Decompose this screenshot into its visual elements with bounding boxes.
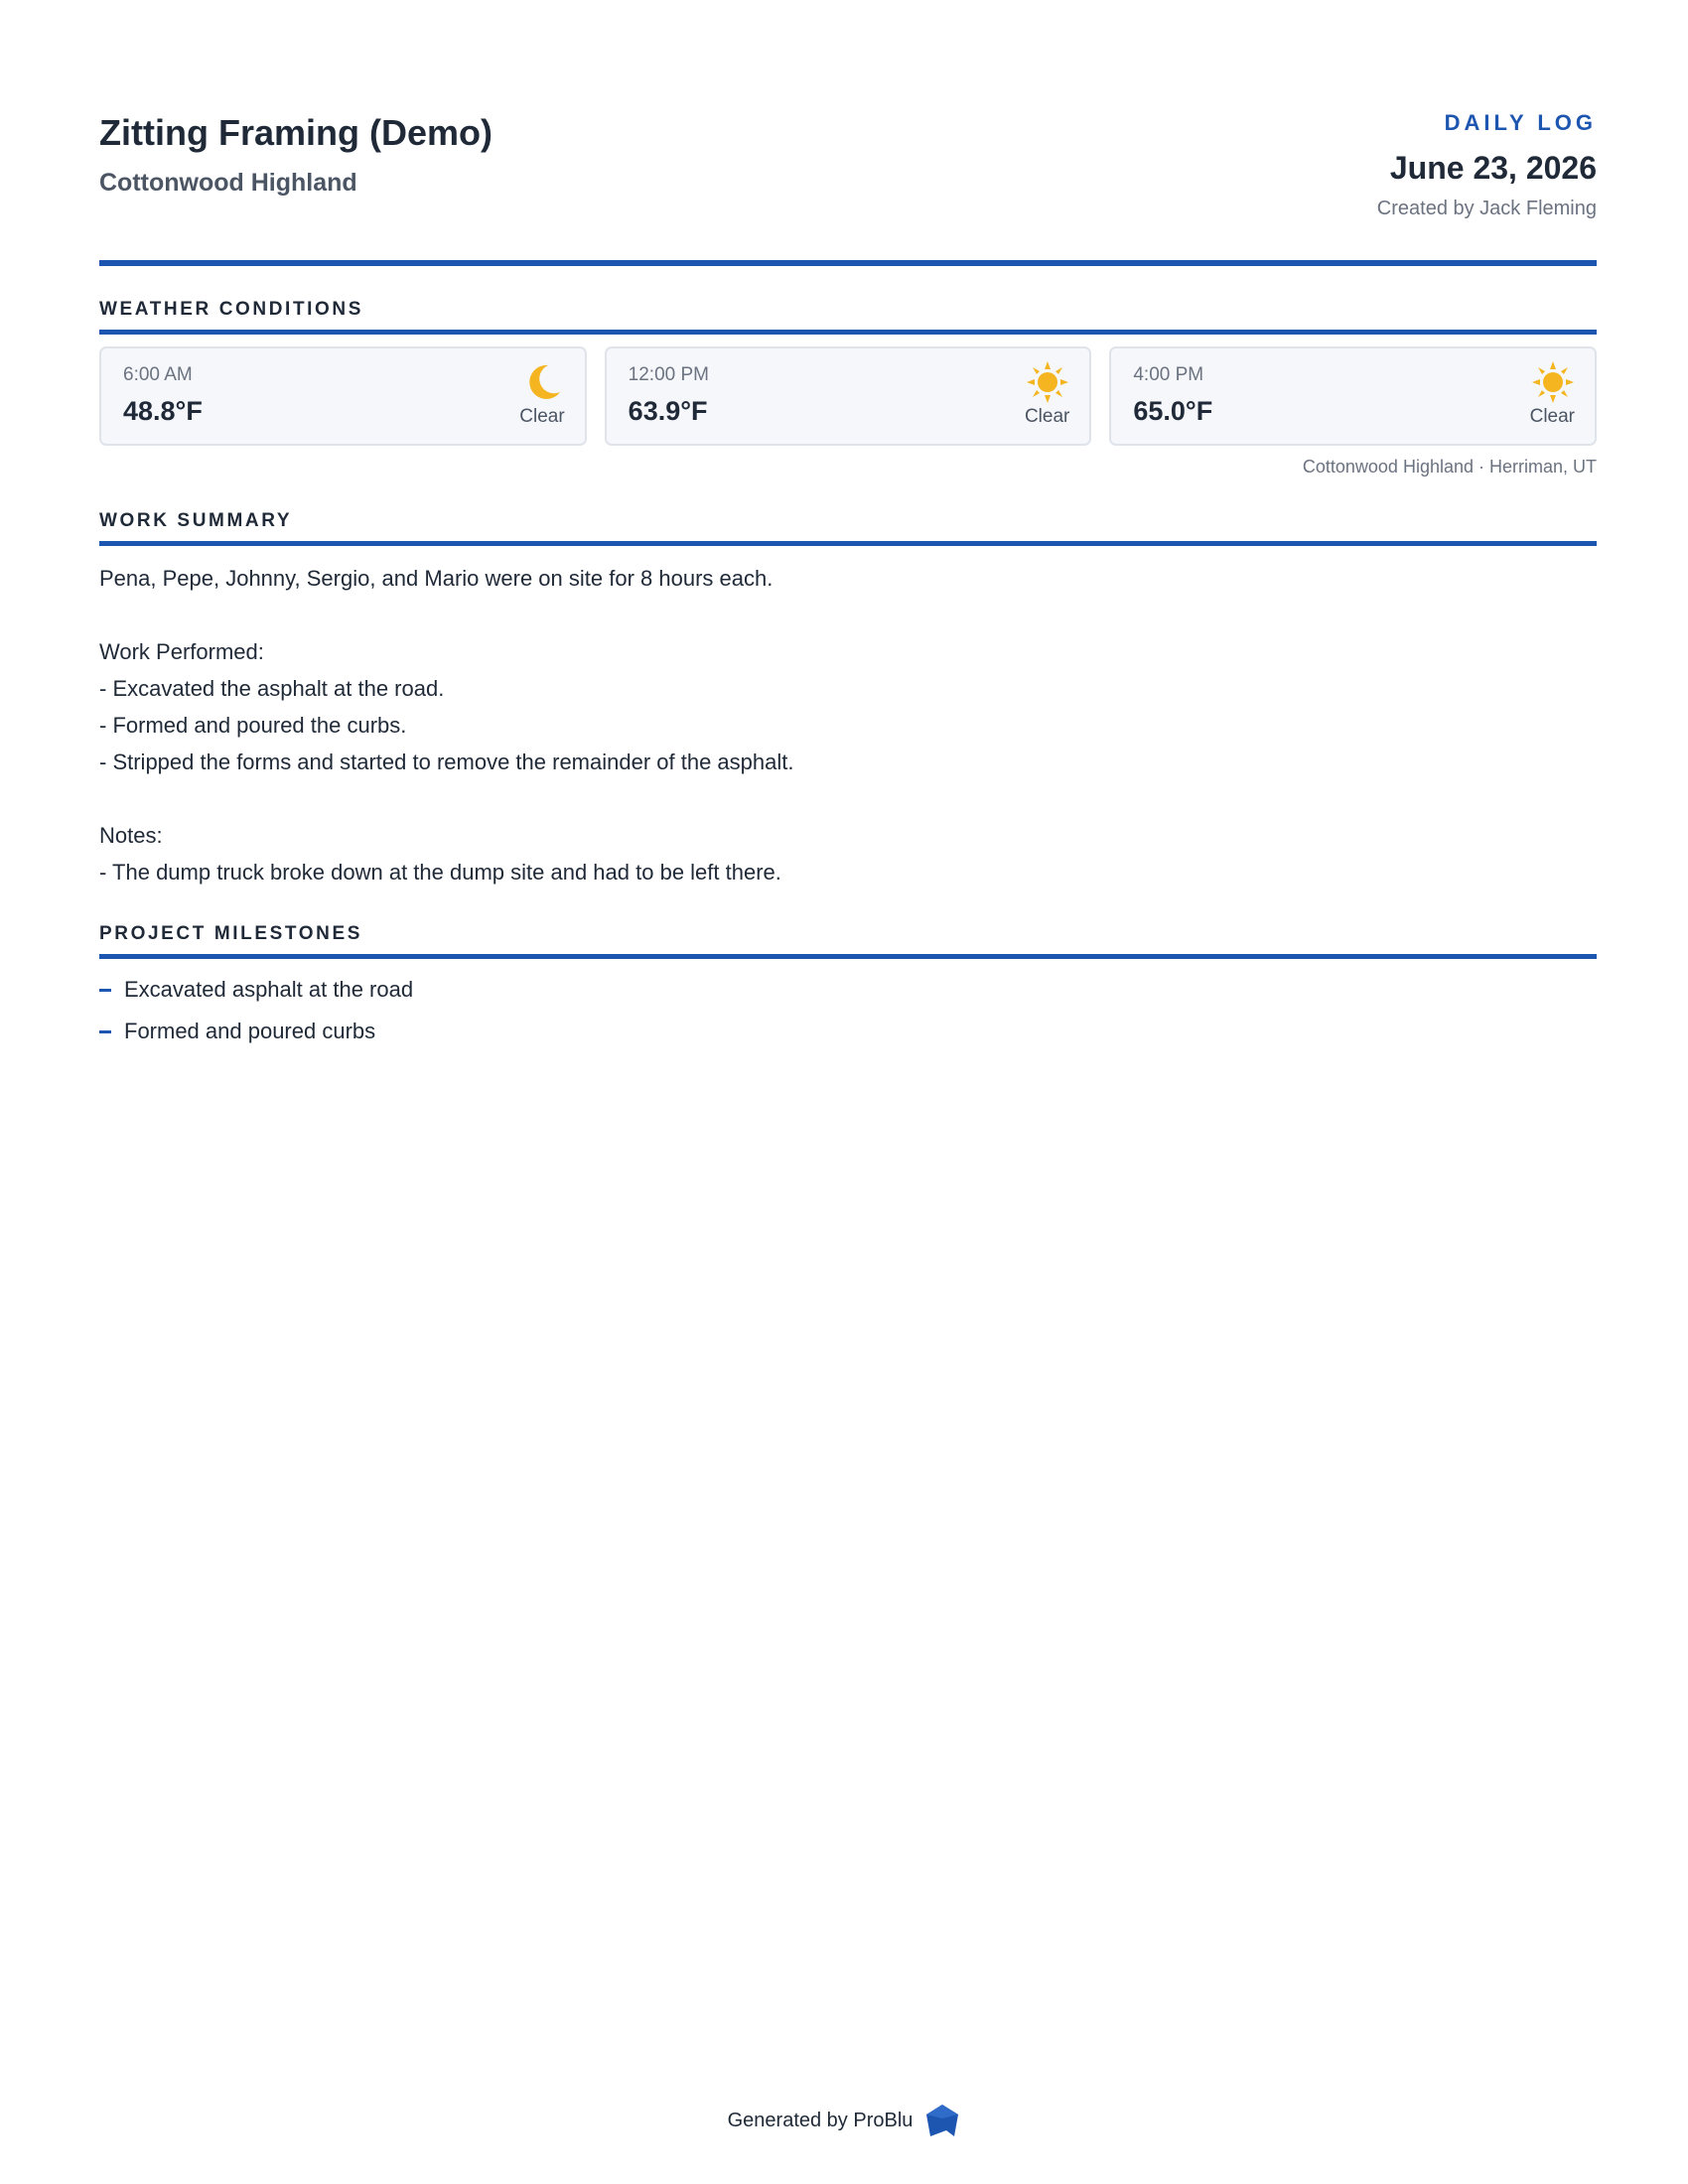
page-footer (0, 2103, 1688, 2138)
problu-logo-icon (924, 2103, 960, 2138)
weather-location: Cottonwood Highland · Herriman, UT (1302, 457, 1597, 477)
company-name: Zitting Framing (Demo) (99, 112, 492, 153)
milestone-item (99, 1011, 1597, 1052)
log-header (99, 109, 1597, 248)
milestones-title: PROJECT MILESTONES (99, 923, 362, 944)
work-summary-text (99, 560, 1597, 890)
weather-temperature: 63.9°F (628, 396, 708, 426)
summary-line (99, 597, 1597, 633)
weather-temperature: 48.8°F (123, 396, 203, 426)
weather-time: 12:00 PM (628, 364, 709, 385)
weather-condition: Clear (519, 406, 565, 427)
summary-line: - Stripped the forms and started to remove the remainder of the asphalt. (99, 750, 794, 774)
summary-line (99, 780, 1597, 817)
sun-icon (1026, 360, 1069, 404)
daily-log-page (99, 109, 1597, 1052)
summary-line: - The dump truck broke down at the dump site and had to be left there. (99, 860, 781, 885)
work-summary-title: WORK SUMMARY (99, 510, 293, 531)
moon-icon (521, 360, 565, 404)
summary-line: - Formed and poured the curbs. (99, 713, 407, 738)
section-divider (99, 541, 1597, 546)
log-date: June 23, 2026 (1389, 150, 1597, 186)
milestone-label: Excavated asphalt at the road (124, 977, 414, 1002)
summary-line: Pena, Pepe, Johnny, Sergio, and Mario were on site for 8 hours each. (99, 566, 774, 591)
project-name: Cottonwood Highland (99, 169, 357, 197)
weather-card (99, 346, 587, 446)
summary-line: - Excavated the asphalt at the road. (99, 676, 445, 701)
weather-card (605, 346, 1092, 446)
weather-readings (99, 346, 1597, 446)
log-type-label: DAILY LOG (1444, 110, 1597, 135)
header-divider (99, 260, 1597, 266)
footer-text: Generated by ProBlu (727, 2109, 914, 2131)
weather-temperature: 65.0°F (1133, 396, 1213, 426)
weather-condition: Clear (1024, 406, 1070, 427)
weather-card (1109, 346, 1597, 446)
milestones-list (99, 969, 1597, 1052)
summary-line: Work Performed: (99, 639, 264, 664)
dash-bullet-icon (99, 989, 111, 992)
section-divider (99, 330, 1597, 335)
weather-time: 4:00 PM (1133, 364, 1204, 385)
milestone-label: Formed and poured curbs (124, 1019, 376, 1043)
weather-condition: Clear (1529, 406, 1576, 427)
milestone-item (99, 969, 1597, 1011)
dash-bullet-icon (99, 1030, 111, 1033)
created-by: Created by Jack Fleming (1376, 198, 1597, 219)
weather-section-title: WEATHER CONDITIONS (99, 299, 363, 320)
summary-line: Notes: (99, 823, 163, 848)
sun-icon (1531, 360, 1575, 404)
section-divider (99, 954, 1597, 959)
weather-time: 6:00 AM (123, 364, 193, 385)
